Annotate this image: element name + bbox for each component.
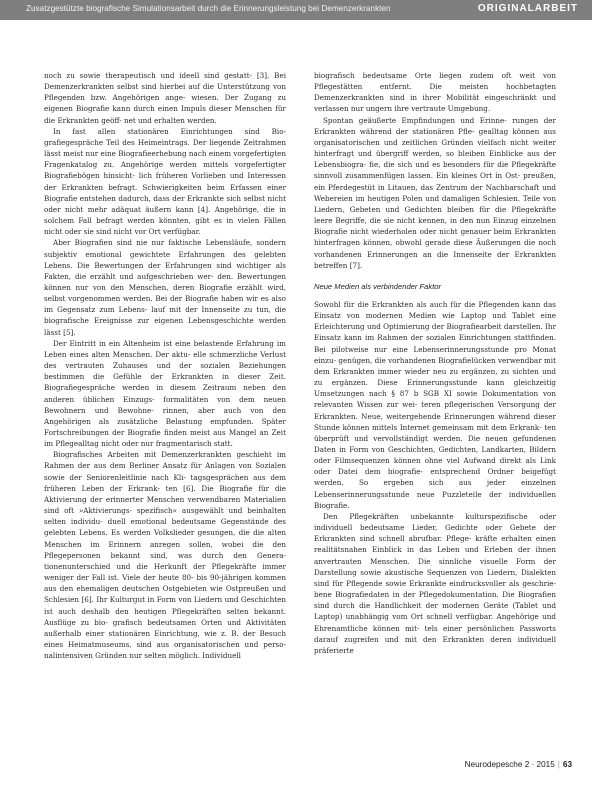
running-header bbox=[0, 0, 592, 20]
paragraph: Aber Biografien sind nie nur faktische Lebensläufe, sondern subjektiv emotional gewichtete Erfahrungen des gelebten Lebens. Die Bewertungen der Erfahrungen sind wichtiger als Fakten, die erzählt und aufgeschrieben wer- den. Bewertungen können nur von den Menschen, deren Biografie erzählt wird, selbst vorgenommen werden. Bei der Biografie haben wir es also im Gegensatz zum Lebens- lauf mit der Innenseite zu tun, die biografische Ereignisse zur eigenen Lebensgeschichte werden lässt [5]. bbox=[44, 238, 286, 337]
left-column bbox=[44, 70, 286, 661]
section-label: ORIGINALARBEIT bbox=[477, 3, 578, 14]
paragraph: Biografisches Arbeiten mit Demenzerkrankten geschieht im Rahmen der aus dem Berliner Ansatz für Anlagen von Sozialen sowie der Seniorenleitlinie nach Kli- tagsgesprächen aus dem früheren Leben der Erkrank- ten [6]. Die Biografie für die Aktivierung der erinnerter Menschen verwendbaren Materialien sind oft »Aktivierungs- spezifisch« ausgewählt und beinhalten selten individu- duell emotional bedeutsame Gegenstände des gelebten Lebens. Es werden Volkslieder gesungen, die die alten Menschen im Erinnern anregen sollen, wobei die den Pflegepersonen bekannt sind, was durch den Genera- tionenunterschied und die Herkunft der Pflegekräfte immer weniger der Fall ist. Viele der heute 80- bis 90-jährigen kommen aus den ehemaligen deutschen Ostgebieten wie Ostpreußen und Schlesien [6]. Ihr Kulturgut in Form von Liedern und Geschichten ist auch deshalb den heutigen Pflegekräften selten bekannt. Ausflüge zu bio- grafisch bedeutsamen Orten und Aktivitäten außerhalb einer stationären Einrichtung, wie z. B. der Besuch eines Heimatmuseums, sind aus organisatorischen und perso- nalintensiven Gründen nur selten möglich. Individuell bbox=[44, 450, 286, 661]
journal-issue: 2 · 2015 bbox=[524, 760, 555, 769]
page-number: 63 bbox=[562, 760, 572, 769]
footer-separator: | bbox=[557, 760, 560, 769]
paragraph: Sowohl für die Erkrankten als auch für die Pflegenden kann das Einsatz von modernen Medien wie Laptop und Tablet eine Erleichterung und Optimierung der Biografiearbeit darstellen. Ihr Einsatz kann im Rahmen der sozialen Einrichtungen stattfinden. Bei pilotweise nur eine Lebenserinnerungsstunde pro Monat einzu- genügen, die vorhandenen Biografielücken verwendbar mit dem Erkrankten immer wieder neu zu ergänzen, zu sichten und zu ergänzen. Diese Erinnerungsstunde kann gleichzeitig Umsetzungen nach § 87 b SGB XI sowie Dokumentation von relevanten Wissen zur wei- teren pflegerischen Versorgung der Erkrankten. Neue, weitergehende Erinnerungen während dieser Stunde können mittels Internet gemeinsam mit dem Erkrank- ten überprüft und vervollständigt werden. Die neuen gefundenen Daten in Form von Geschichten, Gedichten, Landkarten, Bildern oder Filmsequenzen können ohne viel Aufwand direkt als Link oder Datei dem biografie- entsprechend Ordner beigefügt werden. So ergeben sich aus jeder einzelnen Lebenserinnerungsstunde neue Puzzleteile der individuellen Biografie. bbox=[314, 299, 556, 510]
right-column bbox=[314, 70, 556, 656]
paragraph: Spontan geäußerte Empfindungen und Erinne- rungen der Erkrankten während der stationären Pfle- gealltag können aus organisatorischen und zeitlichen Gründen vielfach nicht weiter hinterfragt und übergriff werden, so bleiben Einblicke aus der Lebensbiogra- fie, die sich und es besonders für die Pflegekräfte sinnvoll zusammenfügen lassen. Ein kleines Ort in Ost- preußen, ein Pferdegestüt in Litauen, das Zentrum der Nachbarschaft und Webereien im heutigen Polen und damaligen Schlesien. Teile von Liedern, Gebeten und Gedichten bleiben für die Pflegekräfte leere Begriffe, die sie nicht kennen, in den nun Einzug einzelnen Biografie nicht wiederholen oder nicht genauer beim Erkrankten hinterfragen können, obwohl gerade diese Äußerungen die noch vorhandenen Erinnerungen an die Innenseite der Erkrankten betreffen [7]. bbox=[314, 115, 556, 270]
paragraph: biografisch bedeutsame Orte liegen zudem oft weit von Pflegestätten entfernt. Die meisten hochbetagten Demenzerkrankten sind in ihrer Mobilität eingeschränkt und verlassen nur ungern ihre vertraute Umgebung. bbox=[314, 71, 556, 114]
running-title: Zusatzgestützte biografische Simulationsarbeit durch die Erinnerungsleistung bei Demenzerkrankten bbox=[26, 4, 391, 13]
journal-name: Neurodepesche bbox=[464, 760, 523, 769]
paragraph: Der Eintritt in ein Altenheim ist eine belastende Erfahrung im Leben eines alten Menschen. Der aktu- elle schmerzliche Verlust des vertrauten Zuhauses und der sozialen Beziehungen bestimmen die Gefühle der Erkrankten in dieser Zeit. Biografiegespräche werden in diesem Zeitraum neben den anderen üblichen Einzugs- formalitäten von dem neuen Bewohnern und Bewohne- rinnen, aber auch von den Angehörigen als zusätzliche Belastung empfunden. Später Fortschreibungen der Biografie finden meist aus Mangel an Zeit im Pflegealltag nicht oder nur fragmentarisch statt. bbox=[44, 338, 286, 449]
section-heading: Neue Medien als verbindender Faktor bbox=[314, 281, 442, 291]
paragraph: In fast allen stationären Einrichtungen sind Bio- grafiegespräche Teil des Heimeintrags. Der liegende Zeitrahmen lässt meist nur eine Biografieerhebung nach einem vorgefertigten Fragenkatalog zu. Angehörige werden mittels vorgefertigter Biografiebögen hinsicht- lich früheren Vorlieben und Interessen der Erkrankten befragt. Schwierigkeiten beim Erfassen einer Biografie entstehen dadurch, dass der Erkrankte sich selbst nicht oder nicht mehr adäquat äußern kann [4]. Angehörige, die in solchem Fall befragt werden könnten, gibt es in vielen Fällen nicht oder sie sind nicht vor Ort verfügbar. bbox=[44, 126, 286, 237]
paragraph: noch zu sowie therapeutisch und ideell sind gestatt- [3]. Bei Demenzerkrankten selbst sind hierbei auf die Unterstützung von Pflegenden bzw. Angehörigen ange- wiesen. Der Zugang zu eigenen Biografie kann durch einen Impuls dieser Menschen für die Erkrankten geöff- net und erhalten werden. bbox=[44, 71, 286, 125]
paragraph: Den Pflegekräften unbekannte kulturspezifische oder individuell bedeutsame Lieder, Gedichte oder Gebete der Erkrankten sind schnell abrufbar. Pflege- kräfte erhalten einen realitätsnahen Einblick in das Leben und Erleben der ihnen anvertrauten Menschen. Die sinnliche visuelle Form der Darstellung sowie akustische Sequenzen von Liedern, Dialekten sind für Pflegende sowie Erkrankte eindrucksvoller als geschrie- bene Biografiedaten in der Pflegedokumentation. Die Biografien sind durch die Handlichkeit der modernen Geräte (Tablet und Laptop) unabhängig vom Ort schnell verfügbar. Angehörige und Ehrenamtliche können mit- tels einer persönlichen Passworts darauf zugreifen und mit den Erkrankten deren individuell präferierte bbox=[314, 511, 556, 655]
page-footer bbox=[465, 760, 572, 769]
